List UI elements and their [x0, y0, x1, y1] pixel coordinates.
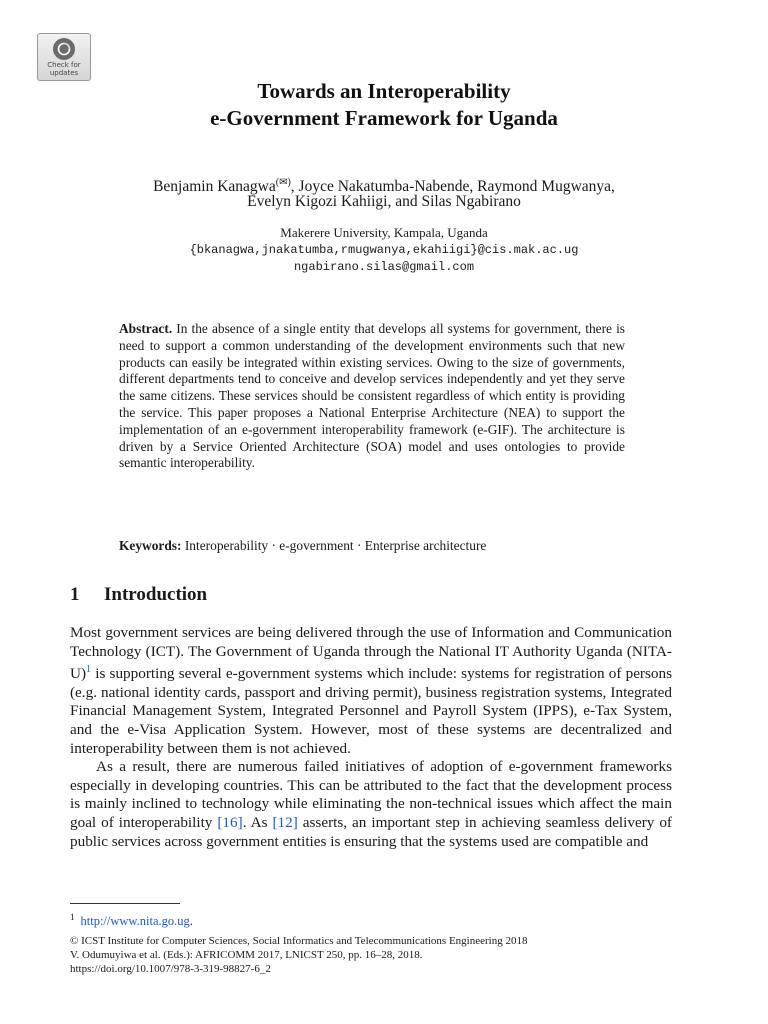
footnote-divider — [70, 903, 180, 904]
citation-link-16[interactable]: [16] — [217, 813, 243, 831]
paper-title-line-2: e-Government Framework for Uganda — [210, 106, 558, 130]
paragraph-1 — [70, 624, 672, 758]
abstract-label: Abstract. — [119, 321, 173, 336]
footnote-reference[interactable]: 1 — [86, 664, 92, 676]
footnote-url-link[interactable]: http://www.nita.go.ug — [80, 914, 190, 928]
first-author: Benjamin Kanagwa — [153, 178, 276, 195]
paragraph-1-text-a: Most government services are being delivered through the use of Information and Communication Technology (ICT). The Government of Uganda through the National IT Authority Uganda (NITA-U) — [70, 624, 672, 683]
abstract — [119, 321, 625, 472]
footnote — [70, 909, 193, 929]
affiliation: Makerere University, Kampala, Uganda — [280, 225, 488, 240]
paragraph-1-text-b: is supporting several e-government systems which include: systems for registration of persons (e.g. national identity cards, passport and driving permit), business registration systems, Integrated Financial Management System, Integrated Personnel and Payroll System (IPPS), e-Tax System, and the e-Visa Application System. However, most of these systems are decentralized and interoperability between them is not achieved. — [70, 665, 672, 757]
keywords — [119, 537, 679, 554]
paragraph-2-text-c: asserts, an important step in achieving seamless delivery of public services across government entities is ensuring that the systems used are compatible and — [70, 813, 672, 850]
keywords-text: Interoperability · e-government · Enterprise architecture — [184, 538, 487, 553]
footnote-number: 1 — [70, 912, 75, 922]
co-authors: , Joyce Nakatumba-Nabende, Raymond Mugwanya, — [290, 178, 615, 195]
paragraph-2 — [70, 758, 672, 851]
body-text — [70, 624, 672, 851]
section-number: 1 — [70, 584, 80, 605]
copyright-notice: © ICST Institute for Computer Sciences, Social Informatics and Telecommunications Engineering 2018 — [70, 935, 528, 947]
badge-label — [38, 61, 90, 77]
section-title: Introduction — [104, 584, 208, 605]
citation-link-12[interactable]: [12] — [272, 813, 298, 831]
keywords-label: Keywords: — [119, 538, 182, 553]
authors-line-2: Evelyn Kigozi Kahiigi, and Silas Ngabirano — [247, 193, 521, 210]
paragraph-2-text-a: As a result, there are numerous failed initiatives of adoption of e-government frameworks especially in developing countries. This can be attributed to the fact that the development process is mainly inclined to technology while eliminating the non-technical issues which affect the main goal of interoperability — [70, 758, 672, 831]
book-info: V. Odumuyiwa et al. (Eds.): AFRICOMM 2017, LNICST 250, pp. 16–28, 2018. — [70, 949, 423, 961]
paragraph-2-text-b: . As — [242, 813, 273, 831]
footnote-trailing: . — [189, 914, 193, 928]
author-emails: {bkanagwa,jnakatumba,rmugwanya,ekahiigi}@cis.mak.ac.ug — [189, 243, 579, 257]
check-for-updates-badge[interactable] — [37, 33, 91, 81]
author-email-secondary: ngabirano.silas@gmail.com — [293, 260, 475, 274]
check-for-updates-icon — [53, 38, 75, 60]
section-heading — [70, 583, 207, 607]
doi-link[interactable]: https://doi.org/10.1007/978-3-319-98827-6_2 — [70, 963, 271, 975]
corresponding-author-mark: (✉) — [275, 177, 291, 188]
abstract-text: In the absence of a single entity that develops all systems for government, there is need to support a common understanding of the development environments such that new products can easily be integrated within existing services. Owing to the size of governments, different departments tend to conceive and develop services independently and yet they serve the same citizens. These services should be consistent regardless of which entity is providing the service. This paper proposes a National Enterprise Architecture (NEA) to support the implementation of an e-government interoperability framework (e-GIF). The architecture is driven by a Service Oriented Architecture (SOA) model and uses ontologies to provide semantic interoperability. — [119, 321, 625, 471]
badge-line-1: Check for — [47, 61, 81, 69]
badge-line-2: updates — [49, 69, 79, 77]
paper-title-line-1: Towards an Interoperability — [257, 79, 511, 103]
